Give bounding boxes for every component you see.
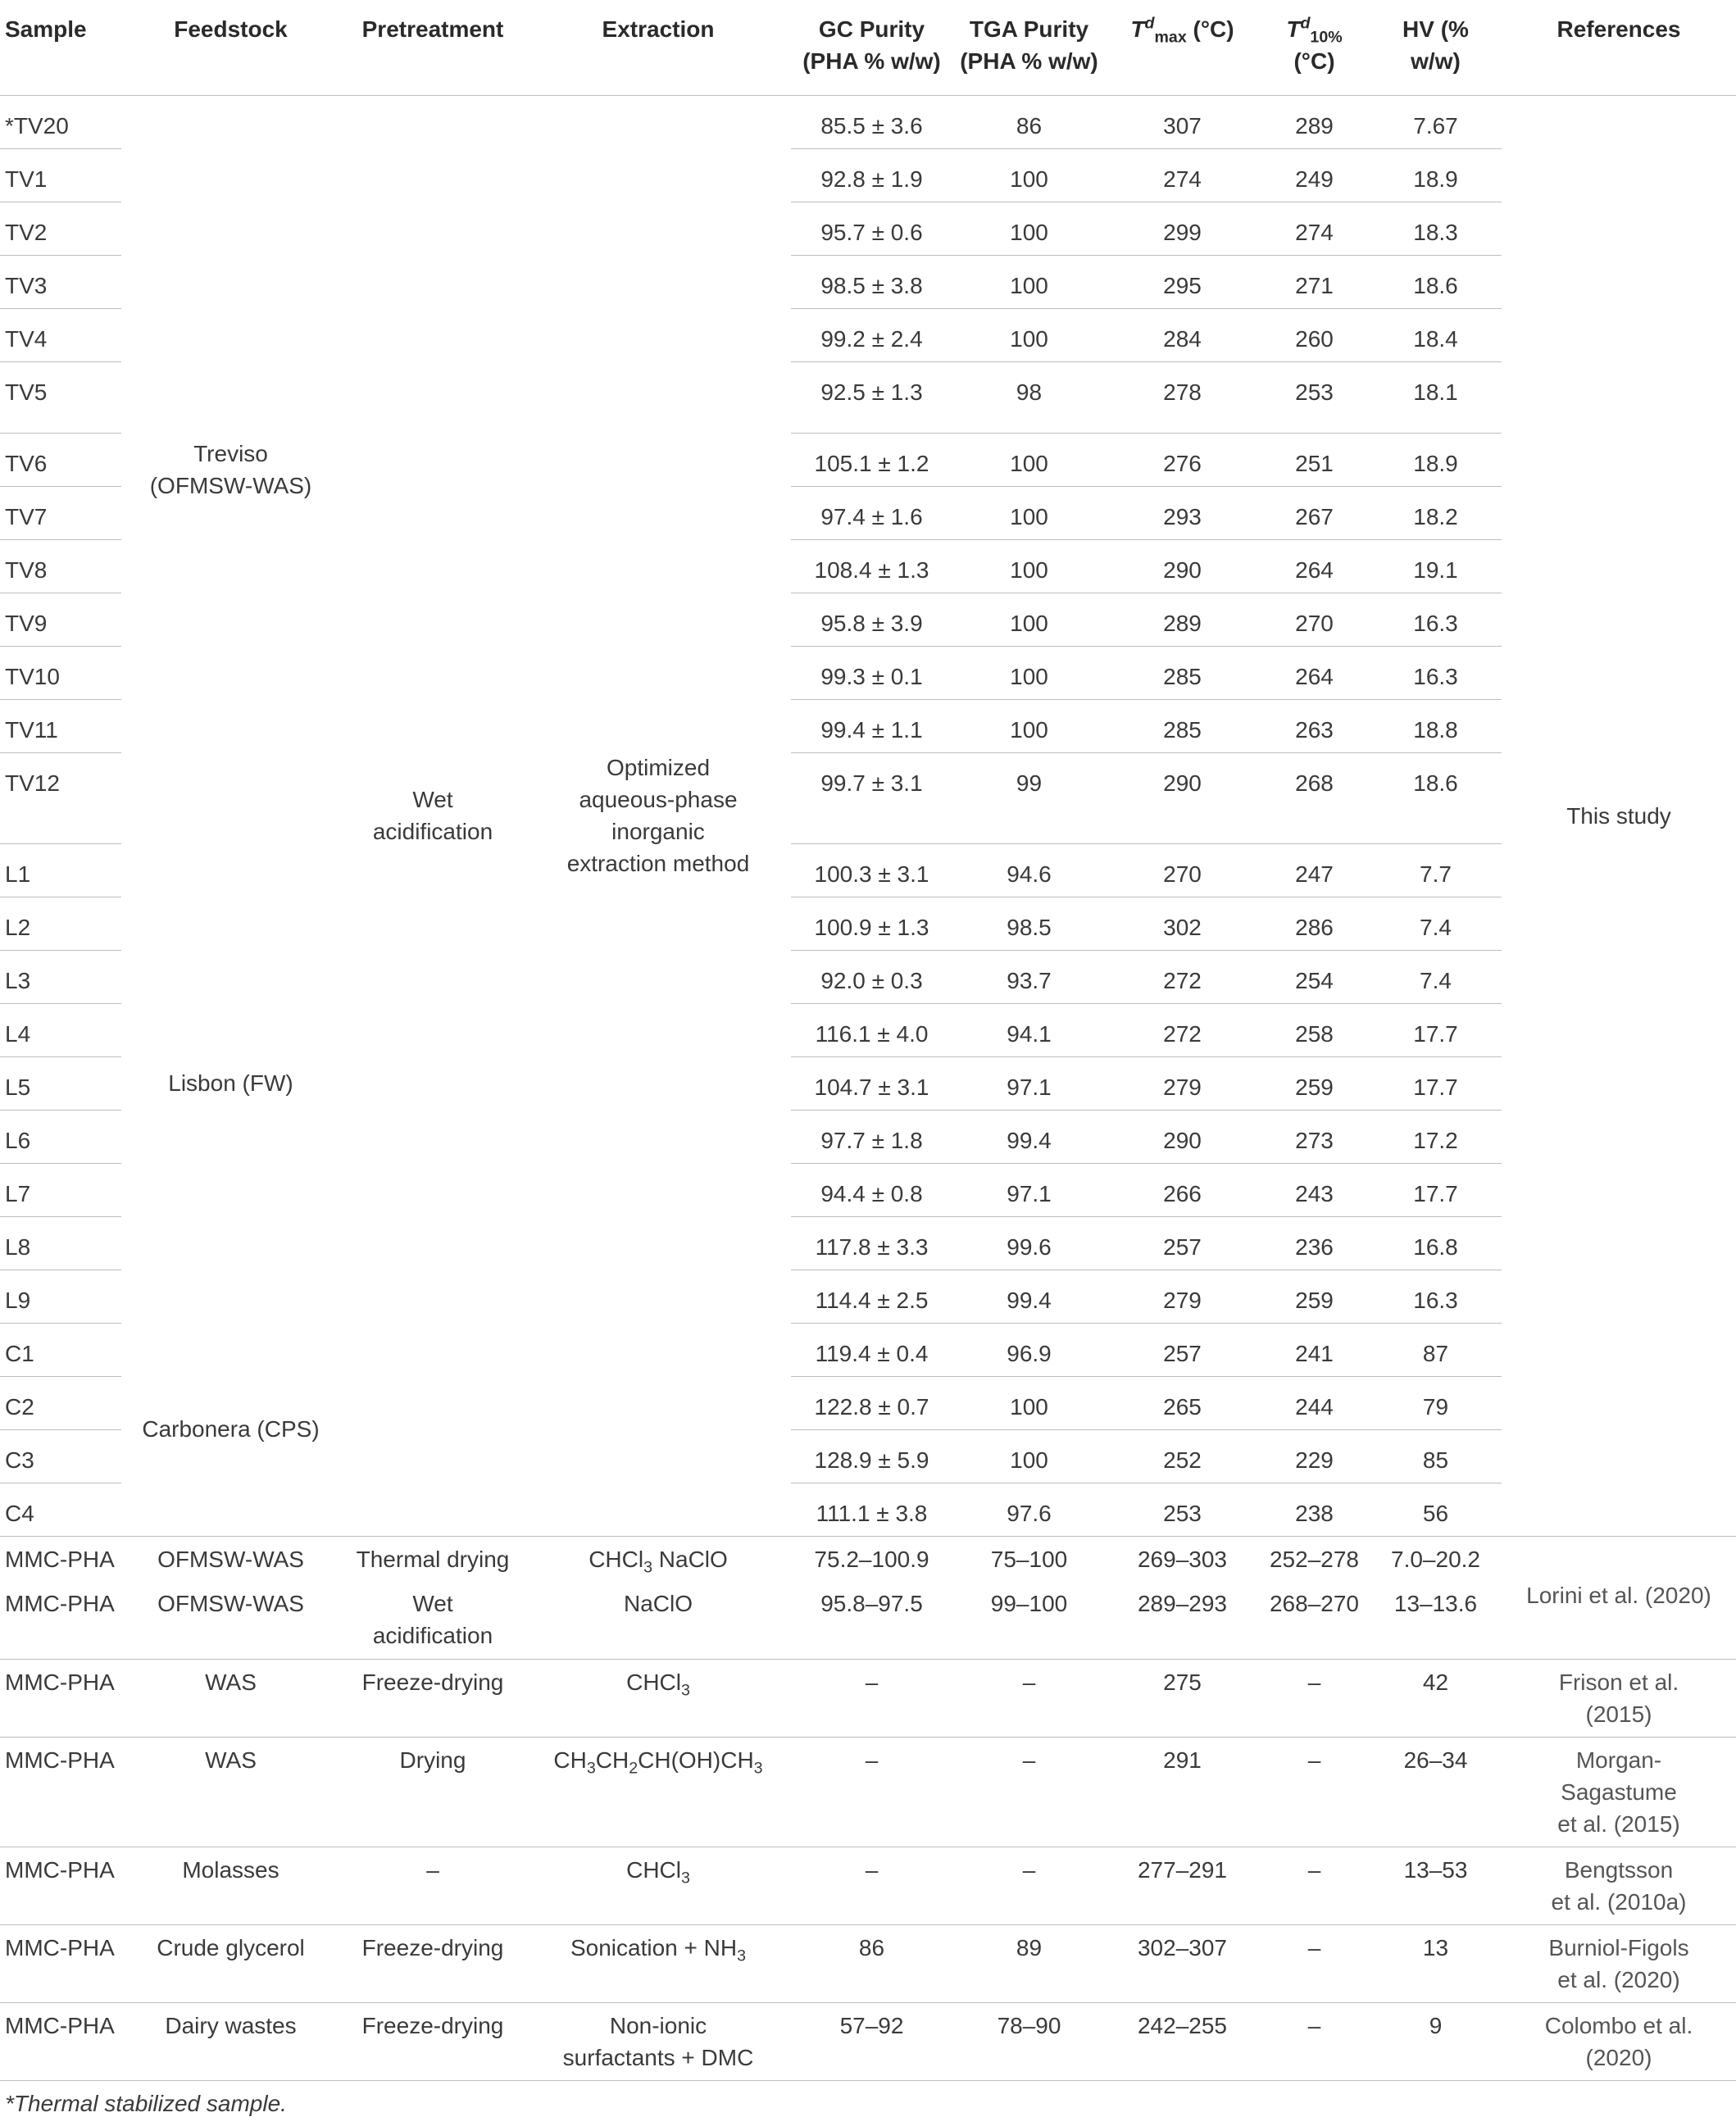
header-t10-sup: d [1300, 14, 1311, 33]
tga-cell: 89 [952, 1924, 1106, 2002]
literature-row [0, 1659, 1736, 1737]
hv-cell: 17.7 [1370, 1003, 1502, 1056]
reference-cell [1502, 2002, 1736, 2080]
sample-cell: TV3 [0, 255, 121, 308]
tmax-cell: 270 [1106, 843, 1259, 897]
tga-cell: 96.9 [952, 1323, 1106, 1376]
feedstock-line1: Lisbon (FW) [168, 1070, 293, 1096]
reference-cell [1502, 1659, 1736, 1737]
tmax-cell: 289 [1106, 593, 1259, 646]
extraction-cell: CHCl$_3$ [525, 1659, 791, 1737]
reference-line1: Frison et al. [1558, 1669, 1679, 1695]
tmax-cell: 295 [1106, 255, 1259, 308]
gc-cell: 122.8 ± 0.7 [791, 1376, 952, 1429]
tmax-cell: 252 [1106, 1429, 1259, 1483]
gc-cell: 116.1 ± 4.0 [791, 1003, 952, 1056]
tmax-cell: 257 [1106, 1216, 1259, 1270]
tmax-cell: 290 [1106, 539, 1259, 593]
pretreatment-cell [340, 1536, 525, 1581]
feedstock-cell [121, 1323, 340, 1536]
header-tmax-sup: d [1144, 14, 1155, 33]
hv-cell: 18.2 [1370, 486, 1502, 539]
tmax-cell: 285 [1106, 699, 1259, 752]
pretreatment-line1: Wet [412, 1591, 453, 1616]
extraction-cell: NaClO [525, 1581, 791, 1659]
hv-cell: 18.4 [1370, 308, 1502, 361]
tmax-cell: 276 [1106, 433, 1259, 486]
literature-row [0, 2002, 1736, 2080]
sample-cell: L8 [0, 1216, 121, 1270]
gc-cell: 99.2 ± 2.4 [791, 308, 952, 361]
sample-cell: L1 [0, 843, 121, 897]
literature-row [0, 1737, 1736, 1847]
reference-cell: This study [1566, 802, 1671, 829]
tmax-cell: 278 [1106, 361, 1259, 433]
tmax-cell: 279 [1106, 1270, 1259, 1323]
t10-cell: 274 [1259, 202, 1370, 255]
tga-cell: 78–90 [952, 2002, 1106, 2080]
hv-cell: 42 [1370, 1659, 1502, 1737]
reference-line1: Burniol-Figols [1548, 1934, 1689, 1960]
sample-cell: MMC-PHA [0, 1847, 121, 1924]
feedstock-cell: WAS [121, 1737, 340, 1847]
tmax-cell: 242–255 [1106, 2002, 1259, 2080]
tmax-cell: 299 [1106, 202, 1259, 255]
sample-cell: C2 [0, 1376, 121, 1429]
t10-cell: – [1259, 1924, 1370, 2002]
gc-cell: 117.8 ± 3.3 [791, 1216, 952, 1270]
header-tmax-sub: max [1154, 28, 1187, 47]
sample-cell: TV8 [0, 539, 121, 593]
tga-cell: 98 [952, 361, 1106, 433]
tmax-cell: 293 [1106, 486, 1259, 539]
tga-cell: 98.5 [952, 897, 1106, 950]
t10-cell: – [1259, 2002, 1370, 2080]
table-row [0, 95, 1736, 148]
gc-cell: – [791, 1847, 952, 1924]
t10-cell: 259 [1259, 1270, 1370, 1323]
gc-cell: 92.8 ± 1.9 [791, 148, 952, 202]
t10-cell: 243 [1259, 1163, 1370, 1216]
sample-cell: TV4 [0, 308, 121, 361]
t10-cell: 244 [1259, 1376, 1370, 1429]
gc-cell: 97.4 ± 1.6 [791, 486, 952, 539]
hv-cell: 7.4 [1370, 950, 1502, 1003]
gc-cell: 92.5 ± 1.3 [791, 361, 952, 433]
hv-cell: 19.1 [1370, 539, 1502, 593]
sample-cell: MMC-PHA [0, 2002, 121, 2080]
reference-cell [1502, 1924, 1736, 2002]
tga-cell: 94.1 [952, 1003, 1106, 1056]
hv-cell: 18.9 [1370, 433, 1502, 486]
sample-cell: L6 [0, 1110, 121, 1163]
tga-cell: 100 [952, 486, 1106, 539]
gc-cell: 75.2–100.9 [791, 1536, 952, 1581]
t10-cell: – [1259, 1737, 1370, 1847]
tga-cell: 99 [952, 752, 1106, 843]
extraction-line1: Non-ionic [609, 2012, 707, 2038]
reference-line1: Bengtsson [1564, 1856, 1674, 1883]
reference-line3: et al. (2015) [1557, 1810, 1680, 1837]
tga-cell: 100 [952, 433, 1106, 486]
tmax-cell: 289–293 [1106, 1581, 1259, 1659]
gc-cell: 108.4 ± 1.3 [791, 539, 952, 593]
feedstock-cell: Dairy wastes [121, 2002, 340, 2080]
sample-cell: L7 [0, 1163, 121, 1216]
t10-cell: 253 [1259, 361, 1370, 433]
t10-cell: 241 [1259, 1323, 1370, 1376]
header-references: References [1502, 0, 1736, 95]
tga-cell: 75–100 [952, 1536, 1106, 1581]
tga-cell: 99.4 [952, 1110, 1106, 1163]
reference-line2: et al. (2010a) [1551, 1888, 1687, 1915]
extraction-line3: extraction method [566, 851, 750, 876]
extraction-line2: surfactants + DMC [562, 2044, 754, 2070]
header-pretreatment: Pretreatment [340, 0, 525, 95]
header-extraction: Extraction [525, 0, 791, 95]
t10-cell: 252–278 [1259, 1536, 1370, 1581]
hv-cell: 9 [1370, 2002, 1502, 2080]
tga-cell: 100 [952, 1376, 1106, 1429]
t10-cell: 268–270 [1259, 1581, 1370, 1659]
table-row [0, 843, 1736, 897]
gc-cell: 97.7 ± 1.8 [791, 1110, 952, 1163]
tga-cell: 100 [952, 308, 1106, 361]
sample-cell: TV9 [0, 593, 121, 646]
gc-cell: 94.4 ± 0.8 [791, 1163, 952, 1216]
hv-cell: 56 [1370, 1483, 1502, 1536]
table-row [0, 1323, 1736, 1376]
header-tga-purity [952, 0, 1106, 95]
gc-cell: 86 [791, 1924, 952, 2002]
feedstock-cell: WAS [121, 1659, 340, 1737]
header-tmax-unit: (°C) [1186, 16, 1234, 42]
gc-cell: 114.4 ± 2.5 [791, 1270, 952, 1323]
sample-cell: *TV20 [0, 95, 121, 148]
feedstock-cell: OFMSW-WAS [121, 1581, 340, 1659]
tmax-cell: 307 [1106, 95, 1259, 148]
feedstock-cell [121, 843, 340, 1323]
tmax-cell: 284 [1106, 308, 1259, 361]
table-body [0, 95, 1736, 2080]
gc-cell: 104.7 ± 3.1 [791, 1056, 952, 1110]
tga-cell: 100 [952, 255, 1106, 308]
header-tga-line2: (PHA % w/w) [960, 48, 1098, 74]
feedstock-line1: Carbonera (CPS) [142, 1416, 320, 1442]
hv-cell: 16.3 [1370, 1270, 1502, 1323]
pretreatment-line1: Thermal drying [356, 1546, 510, 1572]
t10-cell: 263 [1259, 699, 1370, 752]
tga-cell: 100 [952, 202, 1106, 255]
pretreatment-line1: Freeze-drying [361, 2012, 504, 2038]
t10-cell: 271 [1259, 255, 1370, 308]
tmax-cell: 257 [1106, 1323, 1259, 1376]
sample-cell: MMC-PHA [0, 1924, 121, 2002]
extraction-line1: Optimized [606, 755, 711, 780]
t10-cell: 267 [1259, 486, 1370, 539]
t10-cell: 249 [1259, 148, 1370, 202]
header-t10 [1259, 0, 1370, 95]
t10-cell: 270 [1259, 593, 1370, 646]
extraction-cell: $CH_3CH_2CH(OH)CH_3$ [525, 1737, 791, 1847]
t10-cell: 238 [1259, 1483, 1370, 1536]
tga-cell: 94.6 [952, 843, 1106, 897]
tga-cell: 100 [952, 539, 1106, 593]
reference-line2: (2020) [1585, 2044, 1652, 2070]
gc-cell: 99.3 ± 0.1 [791, 646, 952, 699]
t10-cell: 229 [1259, 1429, 1370, 1483]
tga-cell: 99.6 [952, 1216, 1106, 1270]
tmax-cell: 272 [1106, 950, 1259, 1003]
t10-cell: – [1259, 1659, 1370, 1737]
hv-cell: 79 [1370, 1376, 1502, 1429]
sample-cell: L3 [0, 950, 121, 1003]
literature-row [0, 1847, 1736, 1924]
hv-cell: 13 [1370, 1924, 1502, 2002]
feedstock-cell [121, 95, 340, 843]
pretreatment-line1: – [426, 1856, 439, 1883]
tga-cell: 97.1 [952, 1056, 1106, 1110]
literature-row [0, 1581, 1736, 1659]
tga-cell: 100 [952, 699, 1106, 752]
gc-cell: 98.5 ± 3.8 [791, 255, 952, 308]
tga-cell: 100 [952, 593, 1106, 646]
t10-cell: 260 [1259, 308, 1370, 361]
pretreatment-line1: Wet [412, 787, 453, 812]
t10-cell: 264 [1259, 646, 1370, 699]
hv-cell: 26–34 [1370, 1737, 1502, 1847]
gc-cell: 92.0 ± 0.3 [791, 950, 952, 1003]
header-tmax-base: T [1130, 16, 1145, 42]
sample-cell: TV11 [0, 699, 121, 752]
hv-cell: 7.0–20.2 [1370, 1536, 1502, 1581]
sample-cell: TV5 [0, 361, 121, 433]
tga-cell: 99.4 [952, 1270, 1106, 1323]
hv-cell: 85 [1370, 1429, 1502, 1483]
tmax-cell: 274 [1106, 148, 1259, 202]
hv-cell: 18.8 [1370, 699, 1502, 752]
gc-cell: – [791, 1737, 952, 1847]
feedstock-line2: (OFMSW-WAS) [149, 472, 312, 498]
tmax-cell: 291 [1106, 1737, 1259, 1847]
tmax-cell: 266 [1106, 1163, 1259, 1216]
feedstock-cell: OFMSW-WAS [121, 1536, 340, 1581]
tmax-cell: 302–307 [1106, 1924, 1259, 2002]
tmax-cell: 290 [1106, 752, 1259, 843]
header-feedstock: Feedstock [121, 0, 340, 95]
gc-cell: – [791, 1659, 952, 1737]
tmax-cell: 290 [1106, 1110, 1259, 1163]
pretreatment-line1: Freeze-drying [361, 1934, 504, 1960]
gc-cell: 111.1 ± 3.8 [791, 1483, 952, 1536]
tmax-cell: 279 [1106, 1056, 1259, 1110]
t10-cell: – [1259, 1847, 1370, 1924]
hv-cell: 7.4 [1370, 897, 1502, 950]
t10-cell: 286 [1259, 897, 1370, 950]
sample-cell: MMC-PHA [0, 1659, 121, 1737]
literature-row [0, 1924, 1736, 2002]
gc-cell: 99.4 ± 1.1 [791, 699, 952, 752]
hv-cell: 7.67 [1370, 95, 1502, 148]
feedstock-cell: Crude glycerol [121, 1924, 340, 2002]
hv-cell: 17.7 [1370, 1163, 1502, 1216]
gc-cell: 119.4 ± 0.4 [791, 1323, 952, 1376]
extraction-cell: CHCl$_3$ NaClO [525, 1536, 791, 1581]
sample-cell: MMC-PHA [0, 1536, 121, 1581]
tga-cell: 99–100 [952, 1581, 1106, 1659]
sample-cell: TV10 [0, 646, 121, 699]
reference-cell [1502, 1737, 1736, 1847]
gc-cell: 57–92 [791, 2002, 952, 2080]
header-gc-purity [791, 0, 952, 95]
tga-cell: 100 [952, 148, 1106, 202]
hv-cell: 18.3 [1370, 202, 1502, 255]
header-hv-line2: w/w) [1411, 48, 1461, 74]
tmax-cell: 302 [1106, 897, 1259, 950]
pretreatment-cell [340, 1581, 525, 1659]
sample-cell: L9 [0, 1270, 121, 1323]
tmax-cell: 253 [1106, 1483, 1259, 1536]
gc-cell: 128.9 ± 5.9 [791, 1429, 952, 1483]
header-gc-line1: GC Purity [818, 16, 925, 42]
hv-cell: 13–13.6 [1370, 1581, 1502, 1659]
gc-cell: 99.7 ± 3.1 [791, 752, 952, 843]
sample-cell: TV7 [0, 486, 121, 539]
t10-cell: 264 [1259, 539, 1370, 593]
reference-cell: Lorini et al. (2020) [1502, 1536, 1736, 1659]
sample-cell: MMC-PHA [0, 1581, 121, 1659]
sample-cell: MMC-PHA [0, 1737, 121, 1847]
tga-cell: – [952, 1737, 1106, 1847]
t10-cell: 259 [1259, 1056, 1370, 1110]
t10-cell: 251 [1259, 433, 1370, 486]
hv-cell: 16.3 [1370, 593, 1502, 646]
header-sample: Sample [0, 0, 121, 95]
pretreatment-cell [340, 1737, 525, 1847]
tmax-cell: 277–291 [1106, 1847, 1259, 1924]
tmax-cell: 285 [1106, 646, 1259, 699]
reference-line2: Sagastume [1561, 1779, 1677, 1805]
feedstock-cell: Molasses [121, 1847, 340, 1924]
t10-cell: 289 [1259, 95, 1370, 148]
sample-cell: TV12 [0, 752, 121, 843]
sample-cell: C3 [0, 1429, 121, 1483]
header-hv [1370, 0, 1502, 95]
sample-cell: TV1 [0, 148, 121, 202]
extraction-cell [525, 95, 791, 1536]
pretreatment-cell [340, 95, 525, 1536]
hv-cell: 87 [1370, 1323, 1502, 1376]
reference-cell [1502, 1847, 1736, 1924]
hv-cell: 18.1 [1370, 361, 1502, 433]
t10-cell: 236 [1259, 1216, 1370, 1270]
t10-cell: 273 [1259, 1110, 1370, 1163]
t10-cell: 247 [1259, 843, 1370, 897]
header-tga-line1: TGA Purity [969, 16, 1089, 42]
pretreatment-line2: acidification [372, 819, 493, 844]
gc-cell: 100.3 ± 3.1 [791, 843, 952, 897]
pretreatment-cell [340, 1924, 525, 2002]
sample-cell: L5 [0, 1056, 121, 1110]
tga-cell: 100 [952, 1429, 1106, 1483]
sample-cell: L2 [0, 897, 121, 950]
pretreatment-line2: acidification [372, 1623, 493, 1648]
gc-cell: 95.7 ± 0.6 [791, 202, 952, 255]
header-row [0, 0, 1736, 95]
sample-cell: C4 [0, 1483, 121, 1536]
literature-row [0, 1536, 1736, 1581]
tga-cell: 100 [952, 646, 1106, 699]
tga-cell: – [952, 1847, 1106, 1924]
gc-cell: 100.9 ± 1.3 [791, 897, 952, 950]
gc-cell: 105.1 ± 1.2 [791, 433, 952, 486]
sample-cell: TV2 [0, 202, 121, 255]
gc-cell: 85.5 ± 3.6 [791, 95, 952, 148]
pretreatment-cell [340, 1659, 525, 1737]
extraction-cell: CHCl$_3$ [525, 1847, 791, 1924]
tga-cell: – [952, 1659, 1106, 1737]
hv-cell: 18.6 [1370, 255, 1502, 308]
gc-cell: 95.8 ± 3.9 [791, 593, 952, 646]
t10-cell: 254 [1259, 950, 1370, 1003]
t10-cell: 268 [1259, 752, 1370, 843]
header-t10-base: T [1286, 16, 1301, 42]
hv-cell: 18.6 [1370, 752, 1502, 843]
tmax-cell: 275 [1106, 1659, 1259, 1737]
sample-cell: C1 [0, 1323, 121, 1376]
sample-cell: L4 [0, 1003, 121, 1056]
tga-cell: 93.7 [952, 950, 1106, 1003]
tga-cell: 97.6 [952, 1483, 1106, 1536]
hv-cell: 16.3 [1370, 646, 1502, 699]
tmax-cell: 272 [1106, 1003, 1259, 1056]
tga-cell: 86 [952, 95, 1106, 148]
extraction-line2: aqueous-phase inorganic [579, 787, 738, 844]
gc-cell: 95.8–97.5 [791, 1581, 952, 1659]
header-hv-line1: HV (% [1402, 16, 1469, 42]
hv-cell: 17.7 [1370, 1056, 1502, 1110]
header-tmax [1106, 0, 1259, 95]
t10-cell: 258 [1259, 1003, 1370, 1056]
tga-cell: 97.1 [952, 1163, 1106, 1216]
header-gc-line2: (PHA % w/w) [802, 48, 941, 74]
reference-line2: et al. (2020) [1557, 1966, 1680, 1992]
extraction-cell: Sonication + $NH_3$ [525, 1924, 791, 2002]
extraction-cell [525, 2002, 791, 2080]
pretreatment-cell [340, 1847, 525, 1924]
reference-line1: Morgan- [1575, 1747, 1662, 1773]
footnote: *Thermal stabilized sample. [5, 2090, 287, 2116]
reference-line2: (2015) [1585, 1701, 1652, 1727]
hv-cell: 16.8 [1370, 1216, 1502, 1270]
header-t10-unit: (°C) [1293, 48, 1335, 74]
hv-cell: 17.2 [1370, 1110, 1502, 1163]
tmax-cell: 265 [1106, 1376, 1259, 1429]
tmax-cell: 269–303 [1106, 1536, 1259, 1581]
hv-cell: 7.7 [1370, 843, 1502, 897]
sample-cell: TV6 [0, 433, 121, 486]
pretreatment-line1: Drying [399, 1747, 466, 1773]
pretreatment-cell [340, 2002, 525, 2080]
hv-cell: 13–53 [1370, 1847, 1502, 1924]
reference-line1: Colombo et al. [1544, 2012, 1693, 2038]
feedstock-line1: Treviso [193, 440, 268, 466]
hv-cell: 18.9 [1370, 148, 1502, 202]
pretreatment-line1: Freeze-drying [361, 1669, 504, 1695]
header-t10-sub: 10% [1310, 28, 1343, 47]
